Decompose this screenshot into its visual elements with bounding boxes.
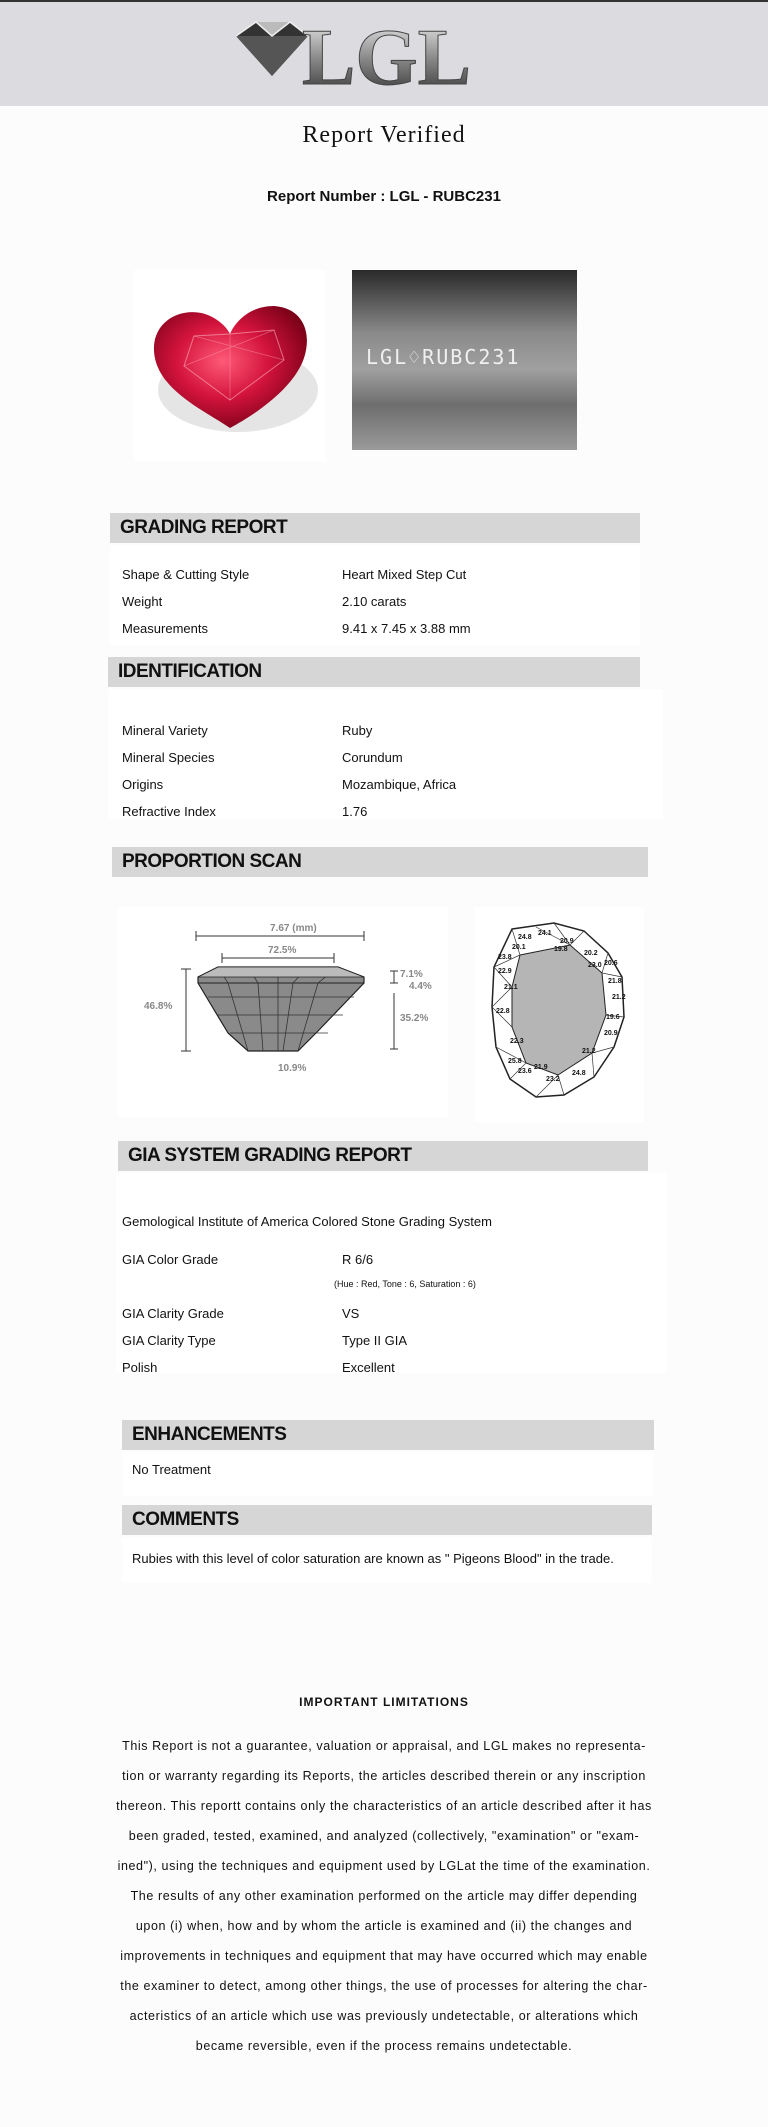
grading-value: Heart Mixed Step Cut [342, 567, 467, 582]
identification-value: Mozambique, Africa [342, 777, 457, 792]
grading-label: Shape & Cutting Style [122, 567, 250, 582]
side-profile-diagram [118, 907, 448, 1117]
svg-text:23.2: 23.2 [546, 1076, 560, 1083]
limitations-line: The results of any other examination performed on the article may differ depending [130, 1889, 638, 1903]
svg-text:LGL: LGL [302, 14, 471, 92]
svg-text:LGL♢RUBC231: LGL♢RUBC231 [366, 345, 521, 369]
comments-heading: COMMENTS [122, 1505, 652, 1535]
grading-label: Weight [122, 594, 163, 609]
grading-value: 2.10 carats [342, 594, 407, 609]
svg-text:19.6: 19.6 [606, 1014, 620, 1021]
svg-text:10.9%: 10.9% [278, 1063, 307, 1074]
limitations-line: tion or warranty regarding its Reports, the articles described therein or any inscription [122, 1769, 646, 1783]
top-view-diagram [474, 907, 644, 1122]
svg-text:21.2: 21.2 [612, 994, 626, 1001]
proportion-scan-heading: PROPORTION SCAN [112, 847, 648, 877]
enhancements-heading: ENHANCEMENTS [122, 1420, 654, 1450]
grading-value: 9.41 x 7.45 x 3.88 mm [342, 621, 471, 636]
identification-label: Mineral Variety [122, 723, 208, 738]
gia-label: GIA Color Grade [122, 1252, 219, 1267]
svg-text:35.2%: 35.2% [400, 1013, 429, 1024]
svg-text:24.8: 24.8 [572, 1070, 586, 1077]
svg-text:23.8: 23.8 [498, 954, 512, 961]
svg-text:24.8: 24.8 [518, 934, 532, 941]
diamond-icon [236, 22, 308, 76]
identification-label: Mineral Species [122, 750, 215, 765]
svg-text:21.8: 21.8 [608, 978, 622, 985]
svg-text:22.8: 22.8 [496, 1008, 510, 1015]
svg-text:20.6: 20.6 [604, 960, 618, 967]
svg-text:4.4%: 4.4% [409, 981, 432, 992]
limitations-line: thereon. This reportt contains only the characteristics of an article described after it has [116, 1799, 652, 1813]
identification-value: 1.76 [342, 804, 368, 819]
svg-text:46.8%: 46.8% [144, 1001, 173, 1012]
gia-label: GIA Clarity Type [122, 1333, 216, 1348]
ruby-photo [134, 270, 326, 462]
identification-value: Corundum [342, 750, 403, 765]
svg-text:19.8: 19.8 [554, 946, 568, 953]
svg-text:7.67 (mm): 7.67 (mm) [270, 923, 317, 934]
enhancements-text: No Treatment [132, 1462, 211, 1477]
svg-text:25.8: 25.8 [508, 1058, 522, 1065]
svg-text:21.1: 21.1 [504, 984, 518, 991]
lgl-logo [232, 14, 492, 92]
comments-text: Rubies with this level of color saturation are known as " Pigeons Blood" in the trade. [132, 1551, 614, 1566]
gia-value: VS [342, 1306, 360, 1321]
svg-text:20.9: 20.9 [560, 938, 574, 945]
inscription-photo [352, 270, 577, 450]
ruby-heart-image [134, 270, 326, 462]
svg-text:20.9: 20.9 [604, 1030, 618, 1037]
limitations-line: improvements in techniques and equipment that may have occurred which may enable [120, 1949, 648, 1963]
limitations-line: the examiner to detect, among other things, the use of processes for altering the char- [120, 1979, 648, 1993]
gia-label: GIA Clarity Grade [122, 1306, 224, 1321]
page-title: Report Verified [302, 122, 466, 148]
svg-text:22.9: 22.9 [498, 968, 512, 975]
svg-text:23.0: 23.0 [588, 962, 602, 969]
svg-text:22.3: 22.3 [510, 1038, 524, 1045]
gia-value: Excellent [342, 1360, 395, 1375]
limitations-line: been graded, tested, examined, and analyzed (collectively, "examination" or "exam- [128, 1829, 640, 1843]
svg-text:24.1: 24.1 [538, 930, 552, 937]
limitations-line: acteristics of an article which use was previously undetectable, or alterations which [129, 2009, 639, 2023]
svg-text:20.2: 20.2 [584, 950, 598, 957]
identification-label: Origins [122, 777, 164, 792]
svg-text:7.1%: 7.1% [400, 969, 423, 980]
svg-text:23.6: 23.6 [518, 1068, 532, 1075]
limitations-line: became reversible, even if the process remains undetectable. [195, 2039, 573, 2053]
gia-value: R 6/6 [342, 1252, 374, 1267]
gia-value: Type II GIA [342, 1333, 408, 1348]
limitations-line: This Report is not a guarantee, valuation or appraisal, and LGL makes no representa- [122, 1739, 646, 1753]
gia-color-note: (Hue : Red, Tone : 6, Saturation : 6) [334, 1279, 476, 1289]
limitations-heading: IMPORTANT LIMITATIONS [299, 1695, 469, 1709]
grading-report-heading: GRADING REPORT [110, 513, 640, 543]
svg-text:20.1: 20.1 [512, 944, 526, 951]
limitations-line: ined"), using the techniques and equipment used by LGLat the time of the examination. [117, 1859, 651, 1873]
gia-intro: Gemological Institute of America Colored Stone Grading System [122, 1214, 492, 1229]
grading-label: Measurements [122, 621, 208, 636]
identification-value: Ruby [342, 723, 373, 738]
gia-label: Polish [122, 1360, 158, 1375]
report-number: Report Number : LGL - RUBC231 [267, 188, 501, 205]
svg-text:72.5%: 72.5% [268, 945, 297, 956]
svg-text:21.9: 21.9 [534, 1064, 548, 1071]
limitations-line: upon (i) when, how and by whom the article is examined and (ii) the changes and [135, 1919, 633, 1933]
gia-heading: GIA SYSTEM GRADING REPORT [118, 1141, 648, 1171]
identification-label: Refractive Index [122, 804, 216, 819]
svg-text:21.2: 21.2 [582, 1048, 596, 1055]
identification-heading: IDENTIFICATION [108, 657, 640, 687]
